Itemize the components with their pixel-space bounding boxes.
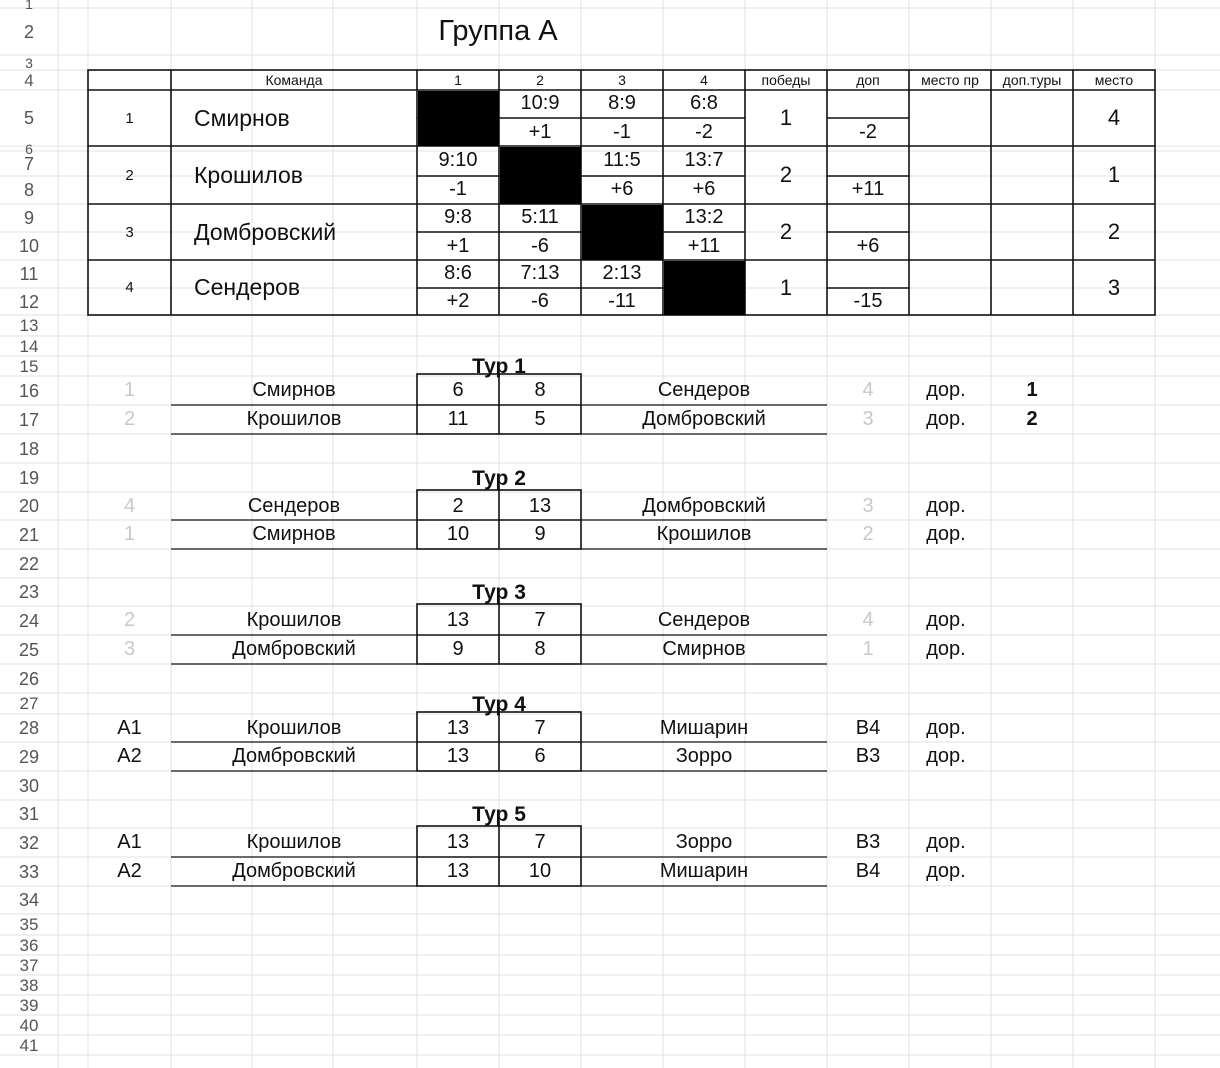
extra-value[interactable] — [991, 606, 1073, 635]
right-team[interactable]: Зорро — [675, 831, 733, 853]
place-value[interactable]: 2 — [1107, 219, 1121, 244]
match-diff[interactable]: +1 — [528, 120, 552, 143]
score-left[interactable]: 13 — [446, 831, 470, 853]
team-name[interactable]: Смирнов — [194, 104, 290, 131]
extra-value[interactable] — [991, 857, 1073, 886]
match-diff[interactable]: +1 — [446, 234, 470, 257]
left-seed[interactable]: 1 — [123, 523, 136, 545]
standings-header-2[interactable]: 2 — [536, 72, 544, 88]
right-seed[interactable]: 2 — [862, 523, 874, 545]
standings-header-8[interactable]: доп.туры — [1002, 72, 1062, 88]
wins-value[interactable]: 1 — [779, 274, 793, 300]
row-number[interactable]: 34 — [18, 891, 40, 909]
row-number[interactable]: 25 — [18, 640, 40, 659]
row-number[interactable]: 4 — [24, 71, 34, 89]
right-seed[interactable]: В4 — [855, 716, 881, 739]
self-match-black-cell — [500, 147, 581, 204]
match-note[interactable]: дор. — [926, 379, 966, 401]
extra-value[interactable] — [991, 635, 1073, 664]
match-diff[interactable]: -6 — [531, 289, 549, 312]
row-number[interactable]: 26 — [18, 669, 40, 688]
place-value[interactable]: 4 — [1107, 105, 1121, 130]
extra-value[interactable]: 2 — [1026, 408, 1038, 430]
team-number[interactable]: 1 — [125, 109, 134, 127]
team-number[interactable]: 2 — [125, 166, 134, 184]
match-diff[interactable]: +2 — [446, 289, 470, 312]
dop-value[interactable]: +11 — [851, 178, 885, 200]
score-left[interactable]: 11 — [447, 408, 469, 430]
score-left[interactable]: 13 — [446, 609, 470, 631]
match-note[interactable]: дор. — [926, 408, 966, 430]
match-score[interactable]: 8:6 — [444, 261, 472, 284]
row-number[interactable]: 13 — [19, 317, 39, 334]
right-seed[interactable]: В3 — [855, 745, 881, 767]
score-right[interactable]: 7 — [534, 716, 546, 739]
wins-value[interactable]: 2 — [779, 162, 793, 187]
row-number[interactable]: 15 — [19, 357, 39, 375]
extra-value[interactable] — [991, 828, 1073, 857]
right-seed[interactable]: В4 — [855, 860, 881, 882]
mesto-pr-value[interactable] — [909, 90, 991, 146]
dop-value[interactable]: -2 — [859, 120, 877, 143]
row-number[interactable]: 20 — [18, 497, 40, 515]
standings-header-3[interactable]: 3 — [618, 72, 626, 88]
left-seed[interactable]: А1 — [117, 831, 142, 853]
row-number[interactable]: 39 — [19, 996, 39, 1014]
left-seed[interactable]: 4 — [123, 494, 136, 517]
row-number[interactable]: 9 — [23, 209, 34, 227]
group-title[interactable]: Группа А — [438, 15, 558, 47]
match-score[interactable]: 9:10 — [438, 148, 478, 171]
self-match-black-cell — [582, 205, 663, 260]
score-left[interactable]: 13 — [446, 860, 470, 882]
row-number[interactable]: 29 — [18, 747, 40, 766]
match-diff[interactable]: +6 — [610, 178, 634, 200]
score-right[interactable]: 5 — [534, 408, 546, 430]
right-team[interactable]: Крошилов — [656, 523, 752, 545]
row-number[interactable]: 8 — [23, 181, 34, 199]
wins-value[interactable]: 1 — [779, 105, 793, 130]
right-seed[interactable]: 1 — [862, 638, 874, 660]
row-number[interactable]: 40 — [19, 1016, 39, 1034]
mesto-pr-value[interactable] — [909, 146, 991, 204]
left-team[interactable]: Крошилов — [246, 831, 342, 853]
extra-value[interactable]: 1 — [1026, 379, 1038, 401]
right-team[interactable]: Мишарин — [659, 716, 749, 739]
team-number[interactable]: 3 — [125, 223, 134, 241]
left-team[interactable]: Домбровский — [232, 638, 356, 660]
left-team[interactable]: Домбровский — [232, 745, 356, 767]
standings-header-1[interactable]: 1 — [454, 72, 462, 88]
right-seed[interactable]: В3 — [855, 831, 881, 853]
team-name[interactable]: Домбровский — [194, 218, 337, 245]
left-team[interactable]: Крошилов — [246, 716, 342, 739]
match-note[interactable]: дор. — [926, 831, 966, 853]
left-seed[interactable]: А2 — [117, 860, 142, 882]
score-left[interactable]: 13 — [446, 745, 470, 767]
match-score[interactable]: 11:5 — [603, 148, 641, 171]
left-seed[interactable]: 2 — [123, 609, 136, 631]
match-score[interactable]: 8:9 — [608, 92, 636, 114]
row-number[interactable]: 6 — [25, 141, 33, 156]
standings-header-0[interactable]: Команда — [265, 72, 323, 88]
mesto-pr-value[interactable] — [909, 260, 991, 315]
row-number[interactable]: 10 — [18, 237, 40, 255]
row-number[interactable]: 23 — [18, 583, 40, 601]
row-number[interactable]: 22 — [18, 554, 40, 573]
standings-header-9[interactable]: место — [1094, 72, 1134, 88]
row-number[interactable]: 3 — [25, 55, 33, 70]
score-right[interactable]: 7 — [534, 609, 546, 631]
row-number[interactable]: 35 — [19, 916, 39, 933]
right-team[interactable]: Домбровский — [642, 408, 766, 430]
match-score[interactable]: 6:8 — [690, 92, 718, 114]
match-note[interactable]: дор. — [926, 716, 966, 739]
match-diff[interactable]: -6 — [531, 234, 549, 257]
row-number[interactable]: 5 — [23, 109, 34, 127]
dop-tury-value[interactable] — [991, 146, 1073, 204]
row-number[interactable]: 19 — [18, 468, 40, 487]
score-right[interactable]: 6 — [534, 745, 546, 767]
match-score[interactable]: 7:13 — [520, 261, 560, 284]
row-number[interactable]: 28 — [18, 719, 40, 737]
match-diff[interactable]: -1 — [449, 178, 467, 200]
left-seed[interactable]: 1 — [123, 379, 136, 401]
match-note[interactable]: дор. — [926, 609, 966, 631]
row-number[interactable]: 33 — [18, 862, 40, 881]
wins-value[interactable]: 2 — [779, 219, 793, 244]
left-seed[interactable]: А2 — [117, 745, 142, 767]
right-seed[interactable]: 4 — [862, 379, 874, 401]
match-note[interactable]: дор. — [926, 745, 966, 767]
score-right[interactable]: 10 — [528, 860, 552, 882]
match-diff[interactable]: -11 — [608, 289, 636, 312]
row-number[interactable]: 31 — [18, 805, 40, 823]
score-right[interactable]: 9 — [534, 523, 546, 545]
row-number[interactable]: 37 — [19, 956, 39, 974]
row-number[interactable]: 2 — [23, 22, 34, 41]
score-left[interactable]: 10 — [446, 523, 470, 545]
score-left[interactable]: 2 — [452, 494, 464, 517]
right-team[interactable]: Смирнов — [662, 638, 746, 660]
match-score[interactable]: 13:7 — [684, 148, 724, 171]
match-diff[interactable]: -2 — [695, 120, 713, 143]
row-number[interactable]: 27 — [19, 695, 39, 712]
row-number[interactable]: 16 — [18, 381, 40, 400]
score-left[interactable]: 9 — [452, 638, 464, 660]
left-team[interactable]: Смирнов — [252, 523, 336, 545]
mesto-pr-value[interactable] — [909, 204, 991, 260]
left-seed[interactable]: 2 — [123, 408, 136, 430]
score-right[interactable]: 8 — [534, 379, 546, 401]
row-number[interactable]: 12 — [18, 292, 40, 311]
left-seed[interactable]: 3 — [123, 638, 136, 660]
right-team[interactable]: Зорро — [675, 745, 733, 767]
right-seed[interactable]: 4 — [862, 609, 874, 631]
standings-header-4[interactable]: 4 — [700, 72, 708, 88]
round-title[interactable]: Тур 2 — [472, 466, 526, 490]
match-score[interactable]: 13:2 — [684, 206, 724, 228]
match-note[interactable]: дор. — [926, 494, 966, 517]
match-diff[interactable]: +6 — [692, 178, 716, 200]
dop-tury-value[interactable] — [991, 90, 1073, 146]
score-left[interactable]: 13 — [446, 716, 470, 739]
round-title[interactable]: Тур 3 — [472, 581, 526, 604]
place-value[interactable]: 3 — [1107, 274, 1121, 300]
row-number[interactable]: 24 — [18, 611, 40, 630]
right-seed[interactable]: 3 — [862, 408, 874, 430]
score-right[interactable]: 13 — [528, 494, 552, 517]
team-name[interactable]: Крошилов — [194, 161, 303, 188]
match-score[interactable]: 10:9 — [520, 92, 560, 114]
row-number[interactable]: 14 — [19, 337, 39, 355]
score-right[interactable]: 8 — [534, 638, 546, 660]
round-title[interactable]: Тур 1 — [472, 355, 526, 378]
dop-value[interactable]: -15 — [853, 289, 883, 312]
extra-value[interactable] — [991, 520, 1073, 549]
row-number[interactable]: 32 — [18, 833, 40, 852]
left-team[interactable]: Крошилов — [246, 408, 342, 430]
extra-value[interactable] — [991, 742, 1073, 771]
right-team[interactable]: Мишарин — [659, 860, 749, 882]
row-number[interactable]: 17 — [18, 410, 40, 429]
row-number[interactable]: 36 — [19, 936, 39, 954]
dop-tury-value[interactable] — [991, 204, 1073, 260]
match-note[interactable]: дор. — [926, 860, 966, 882]
right-team[interactable]: Домбровский — [642, 494, 766, 517]
match-note[interactable]: дор. — [926, 523, 966, 545]
match-diff[interactable]: -1 — [613, 120, 631, 143]
team-number[interactable]: 4 — [125, 279, 134, 296]
match-diff[interactable]: +11 — [687, 234, 721, 257]
dop-value[interactable]: +6 — [856, 234, 880, 257]
score-left[interactable]: 6 — [452, 379, 464, 401]
row-number[interactable]: 18 — [18, 439, 40, 458]
self-match-black-cell — [418, 91, 499, 146]
left-team[interactable]: Крошилов — [246, 609, 342, 631]
standings-header-7[interactable]: место пр — [921, 72, 979, 88]
left-team[interactable]: Домбровский — [232, 860, 356, 882]
self-match-black-cell — [664, 261, 745, 315]
dop-tury-value[interactable] — [991, 260, 1073, 315]
standings-header-6[interactable]: доп — [856, 72, 880, 88]
place-value[interactable]: 1 — [1107, 162, 1121, 187]
row-number[interactable]: 38 — [19, 976, 39, 994]
round-title[interactable]: Тур 5 — [472, 803, 526, 826]
row-number[interactable]: 11 — [19, 265, 39, 283]
match-score[interactable]: 2:13 — [602, 261, 642, 284]
right-team[interactable]: Сендеров — [657, 379, 751, 401]
row-number[interactable]: 1 — [25, 0, 33, 11]
left-team[interactable]: Смирнов — [252, 379, 336, 401]
extra-value[interactable] — [991, 714, 1073, 742]
row-number[interactable]: 41 — [19, 1036, 39, 1054]
match-score[interactable]: 9:8 — [444, 206, 472, 228]
right-team[interactable]: Сендеров — [657, 609, 751, 631]
standings-header-5[interactable]: победы — [761, 72, 811, 88]
extra-value[interactable] — [991, 492, 1073, 520]
row-number[interactable]: 30 — [18, 776, 40, 795]
team-name[interactable]: Сендеров — [194, 274, 301, 300]
score-right[interactable]: 7 — [534, 831, 546, 853]
row-number[interactable]: 21 — [18, 525, 40, 544]
right-seed[interactable]: 3 — [862, 494, 874, 517]
row-number[interactable]: 7 — [23, 154, 34, 173]
match-note[interactable]: дор. — [926, 638, 966, 660]
round-title[interactable]: Тур 4 — [472, 692, 526, 716]
match-score[interactable]: 5:11 — [521, 206, 559, 228]
left-seed[interactable]: А1 — [117, 716, 142, 739]
left-team[interactable]: Сендеров — [247, 494, 341, 517]
